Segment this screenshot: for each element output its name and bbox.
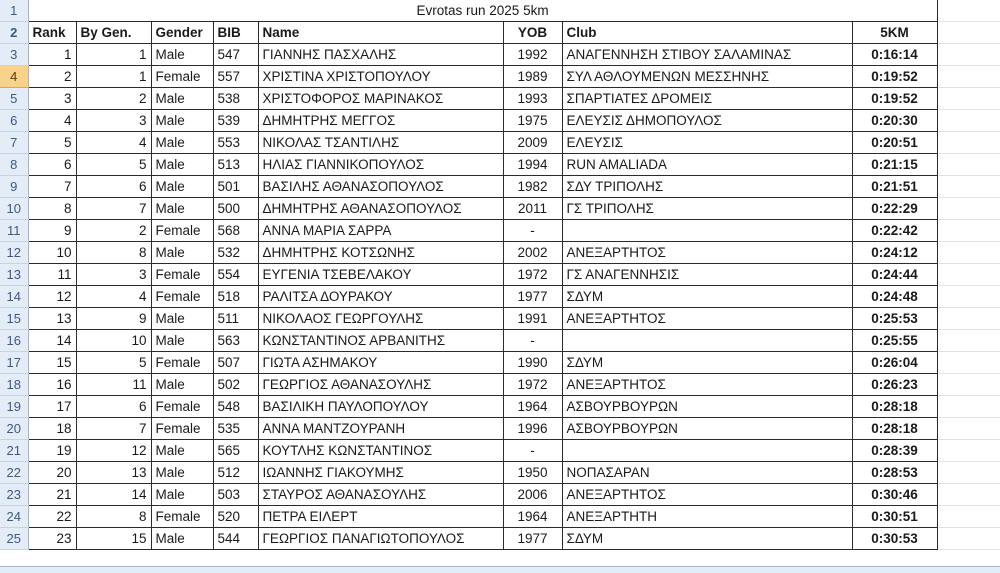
cell-bib[interactable]: 513 <box>213 154 258 176</box>
empty-cell[interactable] <box>937 110 1000 132</box>
cell-yob[interactable]: - <box>503 220 562 242</box>
cell-gender[interactable]: Male <box>151 440 213 462</box>
cell-yob[interactable]: - <box>503 440 562 462</box>
cell-time-5km[interactable]: 0:30:53 <box>852 528 937 550</box>
empty-cell[interactable] <box>937 528 1000 550</box>
table-row <box>0 352 1000 374</box>
cell-by-gender[interactable]: 5 <box>76 154 151 176</box>
cell-by-gender[interactable]: 15 <box>76 528 151 550</box>
cell-gender[interactable]: Female <box>151 264 213 286</box>
cell-bib[interactable]: 544 <box>213 528 258 550</box>
cell-time-5km[interactable]: 0:28:39 <box>852 440 937 462</box>
cell-gender[interactable]: Male <box>151 110 213 132</box>
table-row <box>0 44 1000 66</box>
table-row <box>0 88 1000 110</box>
cell-rank[interactable]: 21 <box>28 484 76 506</box>
cell-time-5km[interactable]: 0:28:18 <box>852 396 937 418</box>
cell-yob[interactable]: 1989 <box>503 66 562 88</box>
row-header[interactable]: 14 <box>0 286 28 308</box>
cell-by-gender[interactable]: 6 <box>76 176 151 198</box>
cell-rank[interactable]: 4 <box>28 110 76 132</box>
cell-yob[interactable]: 1993 <box>503 88 562 110</box>
table-row <box>0 264 1000 286</box>
cell-bib[interactable]: 502 <box>213 374 258 396</box>
cell-bib[interactable]: 501 <box>213 176 258 198</box>
empty-cell[interactable] <box>937 132 1000 154</box>
header-name[interactable]: Name <box>258 22 503 44</box>
empty-cell[interactable] <box>937 242 1000 264</box>
cell-name[interactable]: ΡΑΛΙΤΣΑ ΔΟΥΡΑΚΟΥ <box>258 286 503 308</box>
cell-bib[interactable]: 518 <box>213 286 258 308</box>
cell-rank[interactable]: 2 <box>28 66 76 88</box>
cell-gender[interactable]: Male <box>151 132 213 154</box>
row-header[interactable]: 15 <box>0 308 28 330</box>
row-header[interactable]: 2 <box>0 22 28 44</box>
cell-gender[interactable]: Male <box>151 528 213 550</box>
cell-yob[interactable]: 1977 <box>503 528 562 550</box>
cell-by-gender[interactable]: 5 <box>76 352 151 374</box>
cell-gender[interactable]: Male <box>151 44 213 66</box>
empty-cell[interactable] <box>937 374 1000 396</box>
empty-cell[interactable] <box>937 506 1000 528</box>
cell-yob[interactable]: 1996 <box>503 418 562 440</box>
row-header[interactable]: 9 <box>0 176 28 198</box>
row-header[interactable]: 10 <box>0 198 28 220</box>
empty-cell[interactable] <box>937 352 1000 374</box>
table-row <box>0 506 1000 528</box>
cell-bib[interactable]: 535 <box>213 418 258 440</box>
cell-time-5km[interactable]: 0:28:18 <box>852 418 937 440</box>
cell-rank[interactable]: 1 <box>28 44 76 66</box>
empty-cell[interactable] <box>937 154 1000 176</box>
cell-club[interactable]: ΑΣΒΟΥΡΒΟΥΡΩΝ <box>562 396 852 418</box>
cell-gender[interactable]: Female <box>151 352 213 374</box>
cell-name[interactable]: ΓΕΩΡΓΙΟΣ ΠΑΝΑΓΙΩΤΟΠΟΥΛΟΣ <box>258 528 503 550</box>
empty-cell[interactable] <box>937 330 1000 352</box>
cell-club[interactable]: ΑΝΕΞΑΡΤΗΤΟΣ <box>562 308 852 330</box>
empty-cell[interactable] <box>937 308 1000 330</box>
cell-rank[interactable]: 3 <box>28 88 76 110</box>
cell-by-gender[interactable]: 11 <box>76 374 151 396</box>
cell-name[interactable]: ΧΡΙΣΤΙΝΑ ΧΡΙΣΤΟΠΟΥΛΟΥ <box>258 66 503 88</box>
empty-cell[interactable] <box>937 440 1000 462</box>
cell-yob[interactable]: 1991 <box>503 308 562 330</box>
cell-name[interactable]: ΑΝΝΑ ΜΑΝΤΖΟΥΡΑΝΗ <box>258 418 503 440</box>
cell-name[interactable]: ΕΥΓΕΝΙΑ ΤΣΕΒΕΛΑΚΟΥ <box>258 264 503 286</box>
cell-gender[interactable]: Female <box>151 66 213 88</box>
cell-name[interactable]: ΚΩΝΣΤΑΝΤΙΝΟΣ ΑΡΒΑΝΙΤΗΣ <box>258 330 503 352</box>
cell-time-5km[interactable]: 0:21:15 <box>852 154 937 176</box>
empty-cell[interactable] <box>937 44 1000 66</box>
cell-bib[interactable]: 532 <box>213 242 258 264</box>
cell-club[interactable]: ΑΝΕΞΑΡΤΗΤΗ <box>562 506 852 528</box>
cell-yob[interactable]: 1950 <box>503 462 562 484</box>
empty-cell[interactable] <box>937 396 1000 418</box>
row-header[interactable]: 19 <box>0 396 28 418</box>
empty-cell[interactable] <box>937 198 1000 220</box>
row-header[interactable]: 13 <box>0 264 28 286</box>
row-header[interactable]: 1 <box>0 0 28 22</box>
title-row <box>0 0 1000 22</box>
cell-time-5km[interactable]: 0:21:51 <box>852 176 937 198</box>
cell-club[interactable]: ΑΝΕΞΑΡΤΗΤΟΣ <box>562 374 852 396</box>
cell-rank[interactable]: 19 <box>28 440 76 462</box>
header-yob[interactable]: YOB <box>503 22 562 44</box>
cell-gender[interactable]: Male <box>151 176 213 198</box>
cell-bib[interactable]: 557 <box>213 66 258 88</box>
cell-club[interactable]: ΑΝΑΓΕΝΝΗΣΗ ΣΤΙΒΟΥ ΣΑΛΑΜΙΝΑΣ <box>562 44 852 66</box>
cell-rank[interactable]: 8 <box>28 198 76 220</box>
cell-name[interactable]: ΒΑΣΙΛΙΚΗ ΠΑΥΛΟΠΟΥΛΟΥ <box>258 396 503 418</box>
cell-bib[interactable]: 554 <box>213 264 258 286</box>
header-bib[interactable]: BIB <box>213 22 258 44</box>
cell-time-5km[interactable]: 0:25:55 <box>852 330 937 352</box>
cell-bib[interactable]: 539 <box>213 110 258 132</box>
cell-club[interactable]: ΣΔΥΜ <box>562 528 852 550</box>
cell-name[interactable]: ΣΤΑΥΡΟΣ ΑΘΑΝΑΣΟΥΛΗΣ <box>258 484 503 506</box>
cell-bib[interactable]: 503 <box>213 484 258 506</box>
cell-gender[interactable]: Male <box>151 154 213 176</box>
row-header[interactable]: 18 <box>0 374 28 396</box>
cell-club[interactable]: ΕΛΕΥΣΙΣ <box>562 132 852 154</box>
cell-club[interactable]: ΣΠΑΡΤΙΑΤΕΣ ΔΡΟΜΕΙΣ <box>562 88 852 110</box>
row-header[interactable]: 16 <box>0 330 28 352</box>
cell-gender[interactable]: Male <box>151 198 213 220</box>
cell-bib[interactable]: 511 <box>213 308 258 330</box>
empty-cell[interactable] <box>937 176 1000 198</box>
cell-name[interactable]: ΓΕΩΡΓΙΟΣ ΑΘΑΝΑΣΟΥΛΗΣ <box>258 374 503 396</box>
row-header[interactable]: 24 <box>0 506 28 528</box>
cell-time-5km[interactable]: 0:16:14 <box>852 44 937 66</box>
cell-by-gender[interactable]: 2 <box>76 88 151 110</box>
table-row <box>0 242 1000 264</box>
cell-name[interactable]: ΑΝΝΑ ΜΑΡΙΑ ΣΑΡΡΑ <box>258 220 503 242</box>
row-header[interactable]: 17 <box>0 352 28 374</box>
cell-yob[interactable]: 2009 <box>503 132 562 154</box>
sheet-title-cell[interactable]: Evrotas run 2025 5km <box>28 0 937 22</box>
cell-name[interactable]: ΧΡΙΣΤΟΦΟΡΟΣ ΜΑΡΙΝΑΚΟΣ <box>258 88 503 110</box>
cell-club[interactable] <box>562 440 852 462</box>
cell-yob[interactable]: 1964 <box>503 396 562 418</box>
table-row <box>0 154 1000 176</box>
header-club[interactable]: Club <box>562 22 852 44</box>
cell-name[interactable]: ΓΙΩΤΑ ΑΣΗΜΑΚΟΥ <box>258 352 503 374</box>
cell-bib[interactable]: 520 <box>213 506 258 528</box>
table-row <box>0 176 1000 198</box>
cell-by-gender[interactable]: 6 <box>76 396 151 418</box>
cell-club[interactable]: ΑΣΒΟΥΡΒΟΥΡΩΝ <box>562 418 852 440</box>
empty-cell[interactable] <box>937 418 1000 440</box>
cell-gender[interactable]: Female <box>151 220 213 242</box>
cell-club[interactable]: RUN AMALIADA <box>562 154 852 176</box>
cell-name[interactable]: ΒΑΣΙΛΗΣ ΑΘΑΝΑΣΟΠΟΥΛΟΣ <box>258 176 503 198</box>
cell-bib[interactable]: 565 <box>213 440 258 462</box>
cell-rank[interactable]: 5 <box>28 132 76 154</box>
empty-cell[interactable] <box>937 264 1000 286</box>
empty-cell[interactable] <box>937 286 1000 308</box>
cell-time-5km[interactable]: 0:30:46 <box>852 484 937 506</box>
table-row <box>0 418 1000 440</box>
cell-name[interactable]: ΗΛΙΑΣ ΓΙΑΝΝΙΚΟΠΟΥΛΟΣ <box>258 154 503 176</box>
cell-club[interactable]: ΑΝΕΞΑΡΤΗΤΟΣ <box>562 484 852 506</box>
empty-cell[interactable] <box>937 0 1000 22</box>
cell-gender[interactable]: Male <box>151 88 213 110</box>
row-header[interactable]: 7 <box>0 132 28 154</box>
header-rank[interactable]: Rank <box>28 22 76 44</box>
cell-bib[interactable]: 548 <box>213 396 258 418</box>
cell-yob[interactable]: 2006 <box>503 484 562 506</box>
cell-name[interactable]: ΓΙΑΝΝΗΣ ΠΑΣΧΑΛΗΣ <box>258 44 503 66</box>
table-row <box>0 132 1000 154</box>
cell-yob[interactable]: 1972 <box>503 374 562 396</box>
cell-time-5km[interactable]: 0:19:52 <box>852 88 937 110</box>
cell-gender[interactable]: Male <box>151 462 213 484</box>
cell-club[interactable]: ΓΣ ΑΝΑΓΕΝΝΗΣΙΣ <box>562 264 852 286</box>
cell-time-5km[interactable]: 0:26:04 <box>852 352 937 374</box>
table-row <box>0 462 1000 484</box>
cell-gender[interactable]: Female <box>151 506 213 528</box>
cell-time-5km[interactable]: 0:24:44 <box>852 264 937 286</box>
cell-bib[interactable]: 547 <box>213 44 258 66</box>
cell-bib[interactable]: 538 <box>213 88 258 110</box>
cell-by-gender[interactable]: 2 <box>76 220 151 242</box>
table-row <box>0 396 1000 418</box>
cell-rank[interactable]: 9 <box>28 220 76 242</box>
cell-by-gender[interactable]: 3 <box>76 264 151 286</box>
cell-rank[interactable]: 15 <box>28 352 76 374</box>
cell-yob[interactable]: 1992 <box>503 44 562 66</box>
cell-time-5km[interactable]: 0:25:53 <box>852 308 937 330</box>
column-header-row <box>0 22 1000 44</box>
cell-by-gender[interactable]: 3 <box>76 110 151 132</box>
cell-club[interactable]: ΣΥΛ ΑΘΛΟΥΜΕΝΩΝ ΜΕΣΣΗΝΗΣ <box>562 66 852 88</box>
empty-cell[interactable] <box>937 462 1000 484</box>
cell-time-5km[interactable]: 0:24:48 <box>852 286 937 308</box>
cell-time-5km[interactable]: 0:20:51 <box>852 132 937 154</box>
cell-by-gender[interactable]: 14 <box>76 484 151 506</box>
cell-time-5km[interactable]: 0:28:53 <box>852 462 937 484</box>
header-time-5km[interactable]: 5KM <box>852 22 937 44</box>
cell-rank[interactable]: 17 <box>28 396 76 418</box>
cell-by-gender[interactable]: 9 <box>76 308 151 330</box>
cell-club[interactable]: ΝΟΠΑΣΑΡΑΝ <box>562 462 852 484</box>
cell-by-gender[interactable]: 10 <box>76 330 151 352</box>
cell-gender[interactable]: Male <box>151 484 213 506</box>
cell-club[interactable]: ΑΝΕΞΑΡΤΗΤΟΣ <box>562 242 852 264</box>
cell-gender[interactable]: Male <box>151 374 213 396</box>
cell-gender[interactable]: Female <box>151 418 213 440</box>
cell-rank[interactable]: 14 <box>28 330 76 352</box>
cell-by-gender[interactable]: 1 <box>76 66 151 88</box>
table-row <box>0 110 1000 132</box>
cell-by-gender[interactable]: 4 <box>76 286 151 308</box>
cell-bib[interactable]: 507 <box>213 352 258 374</box>
cell-name[interactable]: ΔΗΜΗΤΡΗΣ ΜΕΓΓΟΣ <box>258 110 503 132</box>
row-header[interactable]: 4 <box>0 66 28 88</box>
table-row <box>0 66 1000 88</box>
cell-gender[interactable]: Male <box>151 330 213 352</box>
cell-gender[interactable]: Male <box>151 242 213 264</box>
cell-yob[interactable]: 2002 <box>503 242 562 264</box>
cell-by-gender[interactable]: 7 <box>76 418 151 440</box>
cell-club[interactable]: ΕΛΕΥΣΙΣ ΔΗΜΟΠΟΥΛΟΣ <box>562 110 852 132</box>
cell-bib[interactable]: 563 <box>213 330 258 352</box>
cell-name[interactable]: ΠΕΤΡΑ ΕΙΛΕΡΤ <box>258 506 503 528</box>
row-header[interactable]: 23 <box>0 484 28 506</box>
row-header[interactable]: 20 <box>0 418 28 440</box>
cell-rank[interactable]: 7 <box>28 176 76 198</box>
cell-yob[interactable]: 1990 <box>503 352 562 374</box>
cell-by-gender[interactable]: 12 <box>76 440 151 462</box>
table-row <box>0 484 1000 506</box>
cell-yob[interactable]: 1964 <box>503 506 562 528</box>
table-row <box>0 374 1000 396</box>
cell-club[interactable]: ΓΣ ΤΡΙΠΟΛΗΣ <box>562 198 852 220</box>
cell-yob[interactable]: 1982 <box>503 176 562 198</box>
cell-by-gender[interactable]: 4 <box>76 132 151 154</box>
row-header[interactable]: 3 <box>0 44 28 66</box>
empty-cell[interactable] <box>937 88 1000 110</box>
cell-club[interactable] <box>562 330 852 352</box>
header-gender[interactable]: Gender <box>151 22 213 44</box>
row-header[interactable]: 12 <box>0 242 28 264</box>
cell-yob[interactable]: 2011 <box>503 198 562 220</box>
row-header[interactable]: 22 <box>0 462 28 484</box>
cell-name[interactable]: ΔΗΜΗΤΡΗΣ ΚΟΤΣΩΝΗΣ <box>258 242 503 264</box>
table-row <box>0 528 1000 550</box>
table-row <box>0 220 1000 242</box>
cell-rank[interactable]: 10 <box>28 242 76 264</box>
cell-time-5km[interactable]: 0:22:29 <box>852 198 937 220</box>
row-header[interactable]: 8 <box>0 154 28 176</box>
cell-rank[interactable]: 20 <box>28 462 76 484</box>
row-header[interactable]: 6 <box>0 110 28 132</box>
table-row <box>0 440 1000 462</box>
cell-name[interactable]: ΚΟΥΤΛΗΣ ΚΩΝΣΤΑΝΤΙΝΟΣ <box>258 440 503 462</box>
cell-time-5km[interactable]: 0:19:52 <box>852 66 937 88</box>
cell-by-gender[interactable]: 8 <box>76 506 151 528</box>
cell-gender[interactable]: Female <box>151 396 213 418</box>
cell-rank[interactable]: 18 <box>28 418 76 440</box>
cell-gender[interactable]: Female <box>151 286 213 308</box>
cell-time-5km[interactable]: 0:22:42 <box>852 220 937 242</box>
cell-yob[interactable]: 1994 <box>503 154 562 176</box>
cell-time-5km[interactable]: 0:30:51 <box>852 506 937 528</box>
empty-cell[interactable] <box>937 484 1000 506</box>
cell-bib[interactable]: 512 <box>213 462 258 484</box>
cell-yob[interactable]: 1975 <box>503 110 562 132</box>
cell-club[interactable] <box>562 220 852 242</box>
header-by-gender[interactable]: By Gen. <box>76 22 151 44</box>
cell-by-gender[interactable]: 1 <box>76 44 151 66</box>
cell-bib[interactable]: 500 <box>213 198 258 220</box>
cell-bib[interactable]: 568 <box>213 220 258 242</box>
table-row <box>0 286 1000 308</box>
table-row <box>0 330 1000 352</box>
cell-rank[interactable]: 13 <box>28 308 76 330</box>
row-header[interactable]: 21 <box>0 440 28 462</box>
empty-cell[interactable] <box>937 66 1000 88</box>
cell-rank[interactable]: 22 <box>28 506 76 528</box>
cell-by-gender[interactable]: 7 <box>76 198 151 220</box>
empty-cell[interactable] <box>937 220 1000 242</box>
cell-club[interactable]: ΣΔΥ ΤΡΙΠΟΛΗΣ <box>562 176 852 198</box>
table-row <box>0 198 1000 220</box>
cell-club[interactable]: ΣΔΥΜ <box>562 286 852 308</box>
cell-time-5km[interactable]: 0:26:23 <box>852 374 937 396</box>
cell-gender[interactable]: Male <box>151 308 213 330</box>
cell-by-gender[interactable]: 13 <box>76 462 151 484</box>
cell-rank[interactable]: 6 <box>28 154 76 176</box>
cell-rank[interactable]: 16 <box>28 374 76 396</box>
cell-name[interactable]: ΔΗΜΗΤΡΗΣ ΑΘΑΝΑΣΟΠΟΥΛΟΣ <box>258 198 503 220</box>
cell-yob[interactable]: 1977 <box>503 286 562 308</box>
cell-rank[interactable]: 11 <box>28 264 76 286</box>
cell-rank[interactable]: 12 <box>28 286 76 308</box>
row-header[interactable]: 25 <box>0 528 28 550</box>
row-header[interactable]: 11 <box>0 220 28 242</box>
cell-by-gender[interactable]: 8 <box>76 242 151 264</box>
cell-rank[interactable]: 23 <box>28 528 76 550</box>
cell-yob[interactable]: - <box>503 330 562 352</box>
row-header[interactable]: 5 <box>0 88 28 110</box>
cell-yob[interactable]: 1972 <box>503 264 562 286</box>
cell-bib[interactable]: 553 <box>213 132 258 154</box>
cell-name[interactable]: ΝΙΚΟΛΑΣ ΤΣΑΝΤΙΛΗΣ <box>258 132 503 154</box>
table-row <box>0 308 1000 330</box>
cell-name[interactable]: ΙΩΑΝΝΗΣ ΓΙΑΚΟΥΜΗΣ <box>258 462 503 484</box>
cell-time-5km[interactable]: 0:20:30 <box>852 110 937 132</box>
empty-cell[interactable] <box>937 22 1000 44</box>
cell-time-5km[interactable]: 0:24:12 <box>852 242 937 264</box>
cell-club[interactable]: ΣΔΥΜ <box>562 352 852 374</box>
cell-name[interactable]: ΝΙΚΟΛΑΟΣ ΓΕΩΡΓΟΥΛΗΣ <box>258 308 503 330</box>
